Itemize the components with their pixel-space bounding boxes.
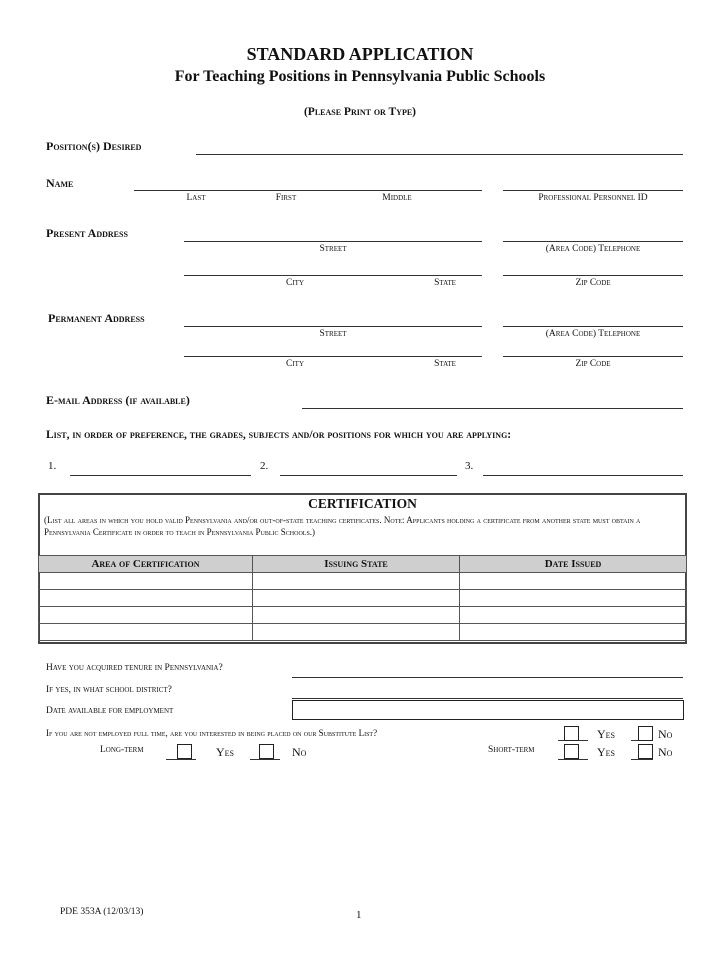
certification-header-row (39, 556, 687, 573)
substitute-no-checkbox[interactable] (638, 726, 653, 741)
table-cell[interactable] (460, 573, 687, 590)
table-cell[interactable] (253, 624, 460, 641)
page-number: 1 (356, 909, 362, 921)
table-cell[interactable] (253, 607, 460, 624)
position-desired-field[interactable] (196, 154, 683, 155)
substitute-no-label: No (658, 727, 673, 741)
long-term-yes-label: Yes (216, 745, 235, 759)
school-district-question: If yes, in what school district? (46, 685, 172, 695)
name-field[interactable] (134, 190, 482, 191)
position-desired-label: Position(s) Desired (46, 139, 142, 153)
permanent-address-label: Permanent Address (48, 311, 145, 325)
school-district-field[interactable] (292, 698, 683, 699)
permanent-zip-field[interactable] (503, 356, 683, 357)
substitute-list-question: If you are not employed full time, are you interested in being placed on our Substitute List? (46, 728, 378, 738)
preference-2-field[interactable] (280, 475, 457, 476)
long-term-no-checkbox[interactable] (259, 744, 274, 759)
name-label: Name (46, 176, 74, 190)
preference-number-2: 2. (260, 460, 269, 472)
present-city-state-field[interactable] (184, 275, 482, 276)
table-row (39, 624, 687, 641)
present-state-caption: State (434, 278, 456, 288)
tenure-question: Have you acquired tenure in Pennsylvania? (46, 663, 223, 673)
present-telephone-caption: (Area Code) Telephone (545, 244, 641, 254)
form-id: PDE 353A (12/03/13) (60, 907, 144, 917)
certification-note: (List all areas in which you hold valid Pennsylvania and/or out-of-state teaching certificates. Note: Applicants holding a certificate from another state must obtain a Pennsylvania Certificate in order to teach in Pennsylvania Public Schools.) (44, 515, 641, 537)
preferences-label: List, in order of preference, the grades, subjects and/or positions for which you are applying: (46, 429, 512, 441)
present-city-caption: City (286, 278, 304, 288)
table-cell[interactable] (39, 573, 253, 590)
present-telephone-field[interactable] (503, 241, 683, 242)
present-street-caption: Street (319, 244, 347, 254)
form-title: STANDARD APPLICATION (246, 44, 474, 64)
print-instruction: (Please Print or Type) (303, 106, 417, 118)
table-cell[interactable] (253, 573, 460, 590)
long-term-label: Long-term (100, 745, 144, 755)
long-term-no-line (250, 759, 280, 760)
column-issuing-state: Issuing State (253, 556, 460, 573)
table-cell[interactable] (39, 607, 253, 624)
long-term-yes-line (166, 759, 196, 760)
column-date-issued: Date Issued (460, 556, 687, 573)
permanent-street-caption: Street (319, 329, 347, 339)
preference-1-field[interactable] (70, 475, 251, 476)
personnel-id-caption: Professional Personnel ID (538, 193, 648, 203)
permanent-city-state-field[interactable] (184, 356, 482, 357)
short-term-no-line (631, 759, 653, 760)
short-term-yes-label: Yes (597, 745, 616, 759)
preference-3-field[interactable] (483, 475, 683, 476)
date-available-field[interactable] (292, 700, 684, 720)
substitute-yes-label: Yes (597, 727, 616, 741)
first-name-caption: First (275, 193, 297, 203)
present-zip-field[interactable] (503, 275, 683, 276)
personnel-id-field[interactable] (503, 190, 683, 191)
permanent-telephone-caption: (Area Code) Telephone (545, 329, 641, 339)
table-cell[interactable] (460, 624, 687, 641)
permanent-city-caption: City (286, 359, 304, 369)
permanent-state-caption: State (434, 359, 456, 369)
present-zip-caption: Zip Code (575, 278, 611, 288)
short-term-label: Short-term (488, 745, 535, 755)
email-field[interactable] (302, 408, 683, 409)
table-cell[interactable] (460, 590, 687, 607)
permanent-street-field[interactable] (184, 326, 482, 327)
certification-title: CERTIFICATION (308, 496, 417, 511)
column-area-of-certification: Area of Certification (39, 556, 253, 573)
long-term-yes-checkbox[interactable] (177, 744, 192, 759)
substitute-yes-checkbox[interactable] (564, 726, 579, 741)
short-term-no-label: No (658, 745, 673, 759)
last-name-caption: Last (186, 193, 206, 203)
short-term-yes-checkbox[interactable] (564, 744, 579, 759)
middle-name-caption: Middle (382, 193, 412, 203)
table-row (39, 607, 687, 624)
table-cell[interactable] (39, 624, 253, 641)
table-row (39, 573, 687, 590)
preference-number-3: 3. (465, 460, 474, 472)
table-row (39, 590, 687, 607)
date-available-label: Date available for employment (46, 706, 174, 716)
permanent-telephone-field[interactable] (503, 326, 683, 327)
table-cell[interactable] (253, 590, 460, 607)
present-street-field[interactable] (184, 241, 482, 242)
short-term-yes-line (558, 759, 588, 760)
table-cell[interactable] (460, 607, 687, 624)
short-term-no-checkbox[interactable] (638, 744, 653, 759)
preference-number-1: 1. (48, 460, 57, 472)
email-label: E-mail Address (if available) (46, 393, 190, 407)
present-address-label: Present Address (46, 226, 128, 240)
certification-table (38, 555, 687, 641)
long-term-no-label: No (292, 745, 307, 759)
table-cell[interactable] (39, 590, 253, 607)
form-subtitle: For Teaching Positions in Pennsylvania Public Schools (174, 68, 546, 85)
permanent-zip-caption: Zip Code (575, 359, 611, 369)
tenure-answer-field[interactable] (292, 677, 683, 678)
